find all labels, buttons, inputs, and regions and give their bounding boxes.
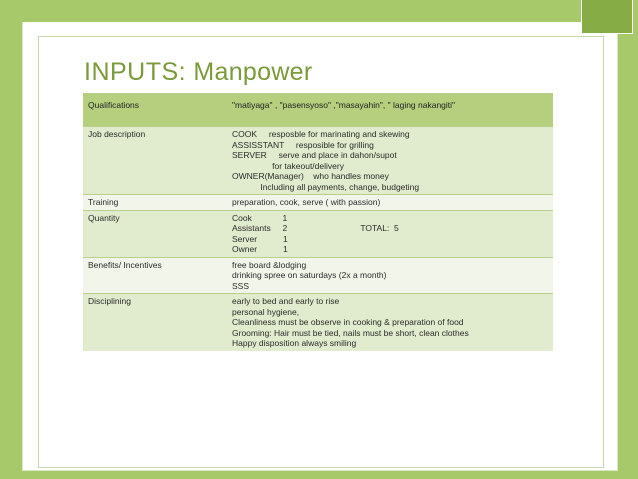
title-lead: INPUTS:: [84, 58, 187, 86]
row-label: Quantity: [83, 210, 227, 257]
value-line: preparation, cook, serve ( with passion): [232, 197, 381, 207]
row-value: [227, 195, 553, 211]
row-value: [227, 294, 553, 351]
value-line: OWNER(Manager) who handles money: [232, 171, 389, 181]
value-line: Owner 1: [232, 244, 288, 254]
value-line: Cleanliness must be observe in cooking & preparation of food: [232, 317, 464, 327]
value-line: Server 1: [232, 233, 288, 244]
table-row: [83, 195, 553, 211]
slide-title: [84, 58, 313, 87]
row-label: Training: [83, 195, 227, 211]
corner-decoration: [581, 0, 633, 34]
row-value: [227, 257, 553, 294]
value-line: free board &lodging: [232, 259, 307, 270]
value-line: SERVER serve and place in dahon/supot: [232, 150, 397, 160]
top-band: [0, 0, 638, 22]
value-line: ASSISSTANT resposible for grilling: [232, 139, 374, 150]
title-rest: Manpower: [193, 58, 313, 86]
value-line: personal hygiene,: [232, 306, 300, 317]
value-line: Assistants 2 TOTAL: 5: [232, 223, 399, 233]
value-line: Happy disposition always smiling: [232, 338, 357, 348]
row-value: [227, 127, 553, 195]
table-row: [83, 127, 553, 195]
table-row: [83, 294, 553, 351]
manpower-table: [83, 93, 553, 351]
value-line: for takeout/delivery: [232, 160, 344, 171]
value-line: drinking spree on saturdays (2x a month): [232, 270, 387, 280]
row-value: [227, 94, 553, 127]
value-line: "matiyaga" , "pasensyoso" ,"masayahin", " laging nakangiti": [232, 100, 456, 110]
row-label: Disciplining: [83, 294, 227, 351]
value-line: Cook 1: [232, 212, 288, 223]
row-label: Benefits/ Incentives: [83, 257, 227, 294]
table-row: [83, 257, 553, 294]
table-row: [83, 210, 553, 257]
value-line: Including all payments, change, budgeting: [232, 181, 420, 192]
table-row: [83, 94, 553, 127]
value-line: Grooming: Hair must be tied, nails must be short, clean clothes: [232, 327, 469, 338]
value-line: SSS: [232, 280, 250, 291]
value-line: early to bed and early to rise: [232, 296, 340, 306]
row-label: Job description: [83, 127, 227, 195]
value-line: COOK resposble for marinating and skewing: [232, 129, 410, 139]
row-label: Qualifications: [83, 94, 227, 127]
row-value: [227, 210, 553, 257]
